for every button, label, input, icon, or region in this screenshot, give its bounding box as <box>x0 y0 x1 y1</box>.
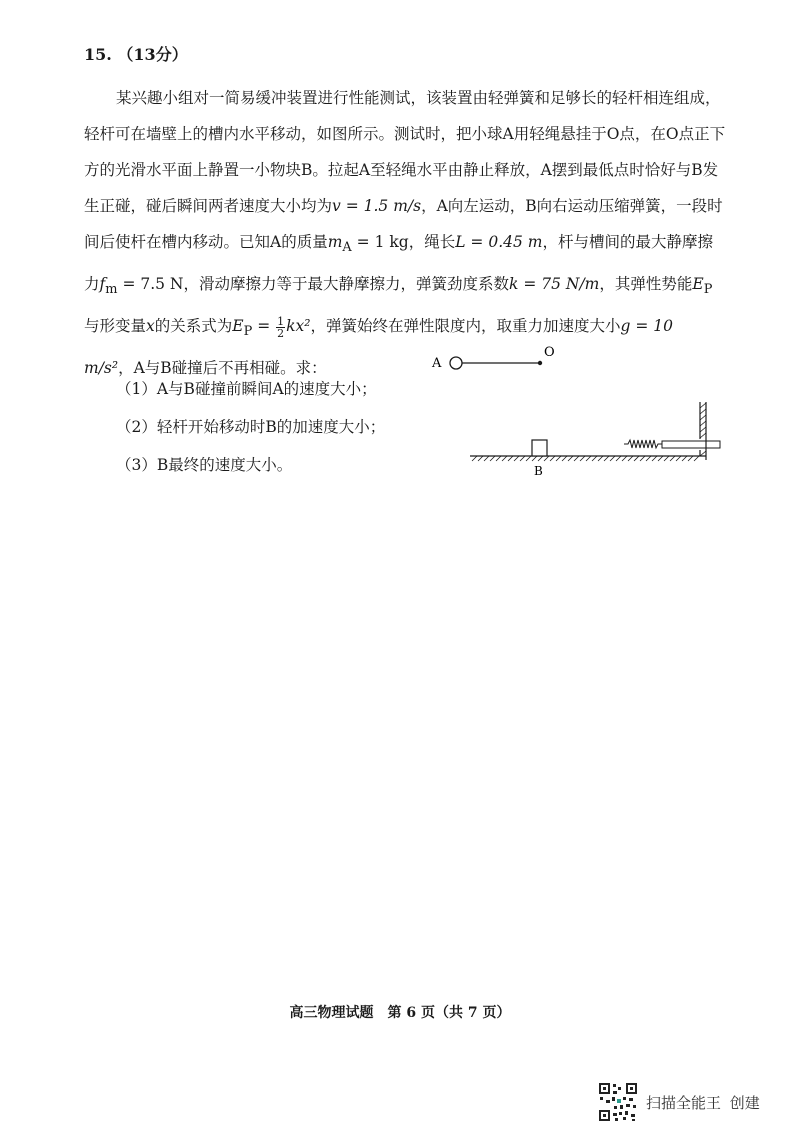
mass-symbol: m <box>327 233 343 251</box>
subquestion-3: （3）B最终的速度大小。 <box>116 456 293 474</box>
scanner-watermark <box>598 1080 788 1124</box>
energy-formula-subscript: P <box>243 324 253 340</box>
scanner-action: 创建 <box>729 1093 760 1112</box>
deformation-symbol: x <box>146 317 155 336</box>
ground-hatching <box>472 456 699 461</box>
text-segment: 某兴趣小组对一简易缓冲装置进行性能测试，该装置由轻弹簧和足够长的轻杆相连组成，轻杆可在墙壁上的槽内水平移动，如图所示。测试时，把小球A用轻绳悬挂于O点，在O点正下方的光滑水平面上静置一小物块B。拉起A至轻绳水平由静止释放，A摆到最低点时恰好与B发生正碰，碰后瞬间两者速度大小均为 <box>84 89 726 215</box>
text-segment: ，滑动摩擦力等于最大静摩擦力，弹簧劲度系数 <box>183 275 510 294</box>
label-O: O <box>544 345 555 360</box>
block-B <box>532 440 547 456</box>
question-header <box>84 42 188 65</box>
velocity-value: v = 1.5 m/s <box>332 197 422 215</box>
spring-constant-value: k = 75 N/m <box>509 275 600 294</box>
spring <box>624 440 662 448</box>
text-segment: ，弹簧始终在弹性限度内，取重力加速度大小 <box>310 317 621 336</box>
text-segment: ，杆与槽间的最大静摩擦力 <box>84 233 713 294</box>
apparatus-diagram <box>426 340 726 490</box>
label-B: B <box>534 464 543 478</box>
equals-sign: = <box>252 317 276 336</box>
gravity-value: g = 10 m/s² <box>84 317 674 378</box>
scanner-app-name: 扫描全能王 <box>646 1093 722 1112</box>
length-value: L = 0.45 m <box>455 233 543 251</box>
ball-A <box>450 357 462 369</box>
friction-subscript: m <box>105 282 118 298</box>
subquestion-list <box>116 370 385 484</box>
qr-code-icon <box>598 1082 638 1122</box>
text-segment: ，其弹性势能 <box>599 275 693 294</box>
subquestion-2: （2）轻杆开始移动时B的加速度大小； <box>116 418 386 436</box>
energy-subscript: P <box>703 282 713 298</box>
scanner-caption <box>646 1092 764 1113</box>
question-number: 15. <box>84 45 112 64</box>
energy-symbol: E <box>692 275 704 294</box>
energy-formula-body: kx² <box>286 317 311 336</box>
subquestion-1: （1）A与B碰撞前瞬间A的速度大小； <box>116 380 377 398</box>
text-segment: ，A与B碰撞后不再相碰。求： <box>118 359 327 378</box>
apparatus-figure <box>426 340 726 490</box>
energy-formula-symbol: E <box>232 317 244 336</box>
page-footer: 高三物理试题 第 6 页（共 7 页） <box>289 1005 511 1021</box>
friction-value: = 7.5 N <box>117 275 184 294</box>
fraction-half <box>276 316 285 339</box>
text-segment: 的关系式为 <box>154 317 233 336</box>
light-rod <box>662 441 720 448</box>
pivot-O <box>538 361 542 365</box>
text-segment: ，A向左运动，B向右运动压缩弹簧，一段时间后使杆在槽内移动。已知A的质量 <box>84 197 723 251</box>
label-A: A <box>432 356 442 371</box>
question-points: （13分） <box>117 45 188 64</box>
friction-symbol: f <box>99 275 106 294</box>
fraction-numerator: 1 <box>277 314 285 328</box>
fraction-denominator: 2 <box>277 326 285 340</box>
mass-subscript: A <box>342 240 352 256</box>
text-segment: 与形变量 <box>84 317 147 336</box>
mass-value: = 1 kg <box>351 233 409 251</box>
text-segment: ，绳长 <box>408 233 456 251</box>
